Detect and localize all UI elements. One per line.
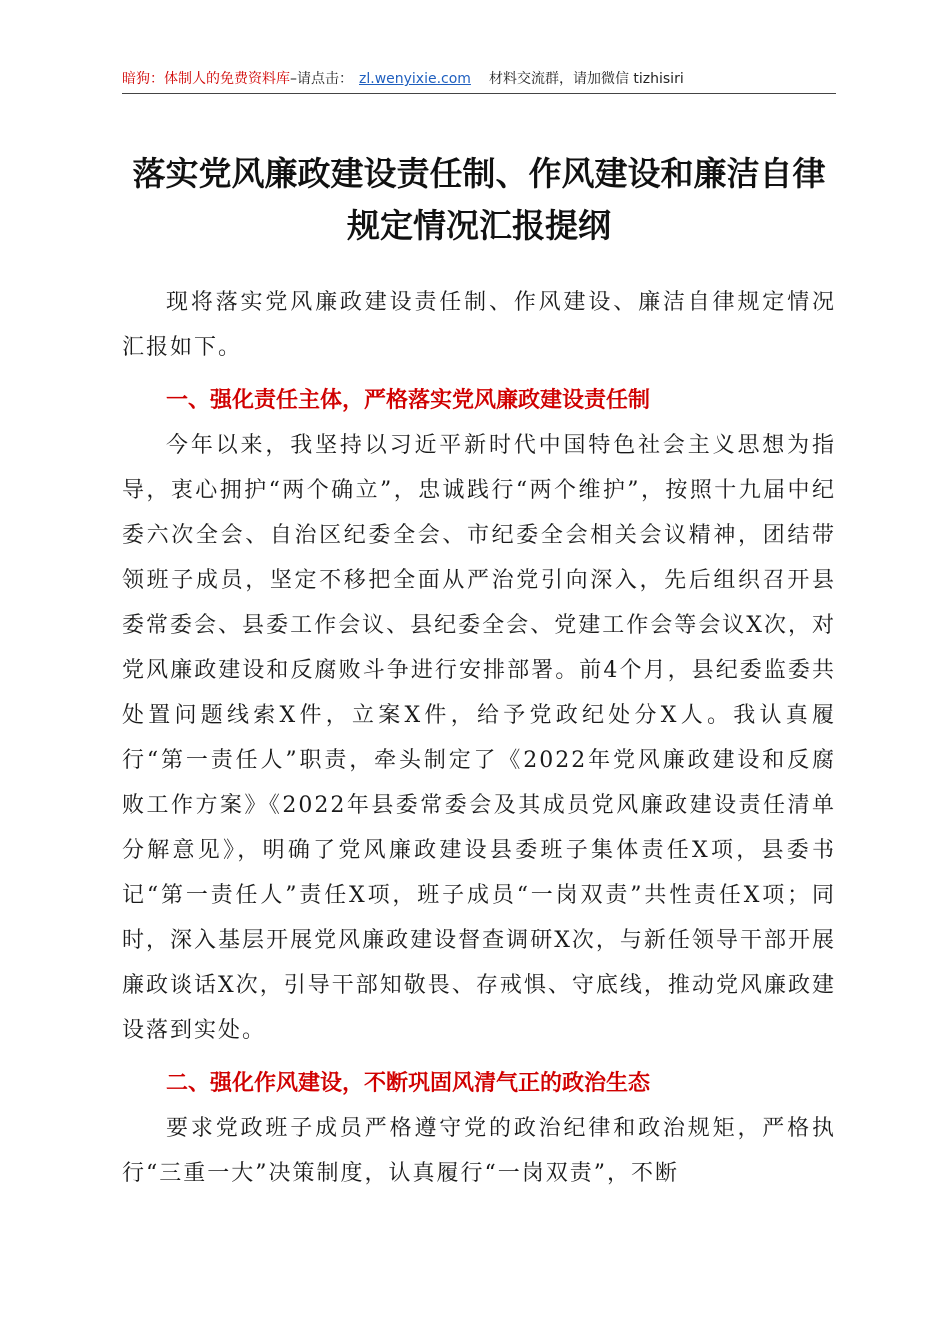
section-1-paragraph: 今年以来，我坚持以习近平新时代中国特色社会主义思想为指导，衷心拥护“两个确立”，忠诚践行“两个维护”，按照十九届中纪委六次全会、自治区纪委全会、市纪委全会相关会议精神，团结带领班子成员，坚定不移把全面从严治党引向深入，先后组织召开县委常委会、县委工作会议、县纪委全会、党建工作会等会议X次，对党风廉政建设和反腐败斗争进行安排部署。前4个月，县纪委监委共处置问题线索X件，立案X件，给予党政纪处分X人。我认真履行“第一责任人”职责，牵头制定了《2022年党风廉政建设和反腐败工作方案》《2022年县委常委会及其成员党风廉政建设责任清单分解意见》，明确了党风廉政建设县委班子集体责任X项，县委书记“第一责任人”责任X项，班子成员“一岗双责”共性责任X项；同时，深入基层开展党风廉政建设督查调研X次，与新任领导干部开展廉政谈话X次，引导干部知敬畏、存戒惧、守底线，推动党风廉政建设落到实处。 — [122, 433, 836, 1043]
header-contact: 材料交流群，请加微信 tizhisiri — [488, 71, 684, 87]
document-body — [122, 280, 836, 1196]
header-brand: 暗狗：体制人的免费资料库 — [122, 71, 290, 87]
header-prompt: –请点击： — [290, 71, 353, 87]
section-1-heading: 一、强化责任主体，严格落实党风廉政建设责任制 — [166, 388, 651, 413]
intro-paragraph: 现将落实党风廉政建设责任制、作风建设、廉洁自律规定情况汇报如下。 — [122, 290, 836, 360]
header-divider — [122, 93, 836, 94]
section-2-heading: 二、强化作风建设，不断巩固风清气正的政治生态 — [166, 1071, 651, 1096]
document-title: 落实党风廉政建设责任制、作风建设和廉洁自律规定情况汇报提纲 — [132, 154, 826, 245]
page-header — [122, 66, 836, 92]
section-2-paragraph: 要求党政班子成员严格遵守党的政治纪律和政治规矩，严格执行“三重一大”决策制度，认真履行“一岗双责”，不断 — [122, 1116, 836, 1186]
header-link[interactable]: zl.wenyixie.com — [359, 71, 471, 87]
